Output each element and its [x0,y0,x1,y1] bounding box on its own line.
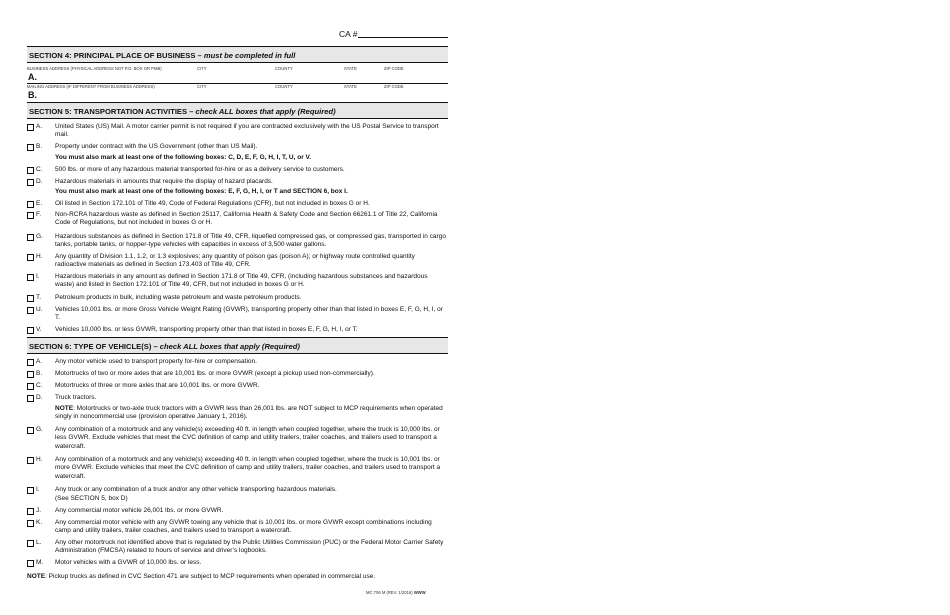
s5-letter-h: H. [36,253,43,260]
s5-checkbox-f[interactable] [27,212,34,219]
s5-text-a: United States (US) Mail. A motor carrier permit is not required if you are contracted exclusively with the US Postal Service to transport mail. [55,123,439,139]
s6-letter-g: G. [36,426,43,433]
s5-text-e: Oil listed in Section 172.101 of Title 49, Code of Federal Regulations (CFR), but not included in boxes G or H. [55,200,370,207]
s5-letter-a: A. [36,123,43,130]
state-label: STATE [344,66,357,71]
ca-number-field[interactable] [358,37,448,38]
business-address-label: BUSINESS ADDRESS (PHYSICAL ADDRESS NOT P.O. BOX OR PMB) [27,66,162,71]
s5-letter-i: I. [36,273,40,280]
s6-letter-a: A. [36,358,43,365]
s6-checkbox-j[interactable] [27,508,34,515]
state-label: STATE [344,84,357,89]
s6-text-d: Truck tractors. [55,394,97,401]
s6-checkbox-b[interactable] [27,371,34,378]
address-a-labels [27,66,448,72]
s6-checkbox-i[interactable] [27,487,34,494]
s6-checkbox-h[interactable] [27,457,34,464]
s5-text-v: Vehicles 10,000 lbs. or less GVWR, transporting property other than that listed in boxes E, F, G, H, I, or T. [55,326,358,333]
section-6-title-suffix: – check ALL boxes that apply (Required) [151,342,300,351]
s5-letter-c: C. [36,166,43,173]
s5-text-d: Hazardous materials in amounts that require the display of hazard placards. [55,178,273,185]
s5-checkbox-h[interactable] [27,254,34,261]
s6-letter-h: H. [36,456,43,463]
s5-letter-t: T. [36,294,42,301]
section-6-title: SECTION 6: TYPE OF VEHICLE(S) [29,342,152,351]
s6-see-section-5: (See SECTION 5, box D) [55,495,128,502]
s5-checkbox-b[interactable] [27,144,34,151]
form-number-suffix: WWW [413,590,426,595]
s6-letter-j: J. [36,507,42,514]
s5-checkbox-u[interactable] [27,307,34,314]
s6-checkbox-k[interactable] [27,520,34,527]
city-label: CITY [197,84,207,89]
s6-letter-b: B. [36,370,43,377]
s6-text-l: Any other motortruck not identified above that is regulated by the Public Utilities Commission (PUC) or the Federal Motor Carrier Safety Administration (FMCSA) related to hours of service and driver’s logbooks. [55,539,444,555]
s5-letter-b: B. [36,143,43,150]
section-4-title: SECTION 4: PRINCIPAL PLACE OF BUSINESS [29,51,196,60]
address-b-labels [27,84,448,90]
ca-number-label: CA # [339,29,358,39]
s6-checkbox-d[interactable] [27,395,34,402]
s5-checkbox-t[interactable] [27,295,34,302]
footnote-label: NOTE [27,573,46,580]
s6-text-j: Any commercial motor vehicle 26,001 lbs. or more GVWR. [55,507,224,514]
mailing-address-label: MAILING ADDRESS (IF DIFFERENT FROM BUSINESS ADDRESS) [27,84,155,89]
s6-checkbox-g[interactable] [27,427,34,434]
s6-text-k: Any commercial motor vehicle with any GVWR towing any vehicle that is 10,001 lbs. or more GVWR except combinations including camp and utility trailers, trailer coaches, and trailers used to transport a watercraft. [55,519,432,535]
s5-letter-u: U. [36,306,43,313]
s5-text-t: Petroleum products in bulk, including waste petroleum and waste petroleum products. [55,294,302,301]
s5-letter-d: D. [36,178,43,185]
s6-text-m: Motor vehicles with a GVWR of 10,000 lbs. or less. [55,559,202,566]
section-4-header [27,46,448,63]
s6-text-a: Any motor vehicle used to transport property for-hire or compensation. [55,358,257,365]
s5-checkbox-c[interactable] [27,167,34,174]
zip-label: ZIP CODE [384,66,404,71]
section-4-title-suffix: – must be completed in full [195,51,296,60]
s6-letter-c: C. [36,382,43,389]
s5-text-g: Hazardous substances as defined in Section 171.8 of Title 49, CFR, liquefied compressed gas, or compressed gas, transported in cargo tanks, portable tanks, or hopper-type vehicles with capacities in excess of 3,500 water gallons. [55,233,446,249]
s6-footnote [27,573,448,581]
section-5-title-suffix: – check ALL boxes that apply (Required) [187,107,336,116]
s5-text-f: Non-RCRA hazardous waste as defined in Section 25117, California Health & Safety Code and Section 66261.1 of Title 22, California Code of Regulations, but not included in boxes G or H. [55,211,438,227]
form-number-text: MC 706 M (REV. 1/2016) [366,590,413,595]
s5-text-h: Any quantity of Division 1.1, 1.2, or 1.3 explosives; any quantity of poison gas (poison A); or highway route controlled quantity radioactive materials as defined in Section 173.403 of Title 49, CFR. [55,253,415,269]
s6-checkbox-l[interactable] [27,540,34,547]
s5-text-u: Vehicles 10,001 lbs. or more Gross Vehicle Weight Rating (GVWR), transporting property other than that listed in boxes E, F, G, H, I, or T. [55,306,443,322]
s5-checkbox-e[interactable] [27,201,34,208]
zip-label: ZIP CODE [384,84,404,89]
s5-checkbox-v[interactable] [27,327,34,334]
city-label: CITY [197,66,207,71]
s5-text-i: Hazardous materials in any amount as defined in Section 171.8 of Title 49, CFR, (including hazardous substances and hazardous waste) and listed in Section 172.101 of Title 49, CFR, but not included in boxes G or H. [55,273,428,289]
s6-letter-k: K. [36,519,43,526]
address-b-letter: B. [28,90,37,100]
address-a-letter: A. [28,72,37,82]
s5-letter-e: E. [36,200,43,207]
s6-checkbox-m[interactable] [27,560,34,567]
section-5-title: SECTION 5: TRANSPORTATION ACTIVITIES [29,107,188,116]
s5-letter-g: G. [36,233,43,240]
s5-checkbox-g[interactable] [27,234,34,241]
s5-checkbox-i[interactable] [27,274,34,281]
s6-letter-m: M. [36,559,44,566]
s5-instruction-after-b: You must also mark at least one of the following boxes: C, D, E, F, G, H, I, T, U, or V. [55,154,312,161]
s6-letter-l: L. [36,539,42,546]
form-number [366,590,426,595]
section-6-header [27,337,448,354]
note-text: : Motortrucks or two-axle truck tractors with a GVWR less than 26,001 lbs. are NOT subject to MCP requirements when operated singly in noncommercial use (provision operative January 1, 2016). [55,405,443,421]
s6-text-g: Any combination of a motortruck and any vehicle(s) exceeding 40 ft. in length when coupled together, where the truck is 10,000 lbs. or less GVWR. Exclude vehicles that meet the CVC definition of camp and utility trailers, trailer coaches, and trailers used to transport a watercraft. [55,426,440,450]
s5-text-b: Property under contract with the US Government (other than US Mail). [55,143,258,150]
county-label: COUNTY [275,84,293,89]
note-label: NOTE [55,405,74,412]
county-label: COUNTY [275,66,293,71]
s5-instruction-after-d: You must also mark at least one of the following boxes: E, F, G, H, I, or T and SECTION 6, box I. [55,188,348,195]
s6-text-c: Motortrucks of three or more axles that are 10,001 lbs. or more GVWR. [55,382,260,389]
s6-letter-i: I. [36,486,40,493]
s6-text-i: Any truck or any combination of a truck and/or any other vehicle transporting hazardous materials. [55,486,337,493]
s5-checkbox-d[interactable] [27,179,34,186]
s6-letter-d: D. [36,394,43,401]
s6-checkbox-a[interactable] [27,359,34,366]
s5-checkbox-a[interactable] [27,124,34,131]
s6-checkbox-c[interactable] [27,383,34,390]
s6-text-b: Motortrucks of two or more axles that are 10,001 lbs. or more GVWR (except a pickup used non-commercially). [55,370,375,377]
s5-letter-f: F. [36,211,42,218]
s5-letter-v: V. [36,326,42,333]
section-5-header [27,102,448,119]
s5-text-c: 500 lbs. or more of any hazardous material transported for-hire or as a delivery service to customers. [55,166,345,173]
s6-note-after-d [55,405,448,422]
s6-text-h: Any combination of a motortruck and any vehicle(s) exceeding 40 ft. in length when coupled together, where the truck is 10,001 lbs. or more GVWR. Exclude vehicles that meet the CVC definition of camp and utility trailers, trailer coaches, and trailers used to transport a watercraft. [55,456,441,480]
footnote-text: : Pickup trucks as defined in CVC Section 471 are subject to MCP requirements when operated in commercial use. [45,573,376,580]
